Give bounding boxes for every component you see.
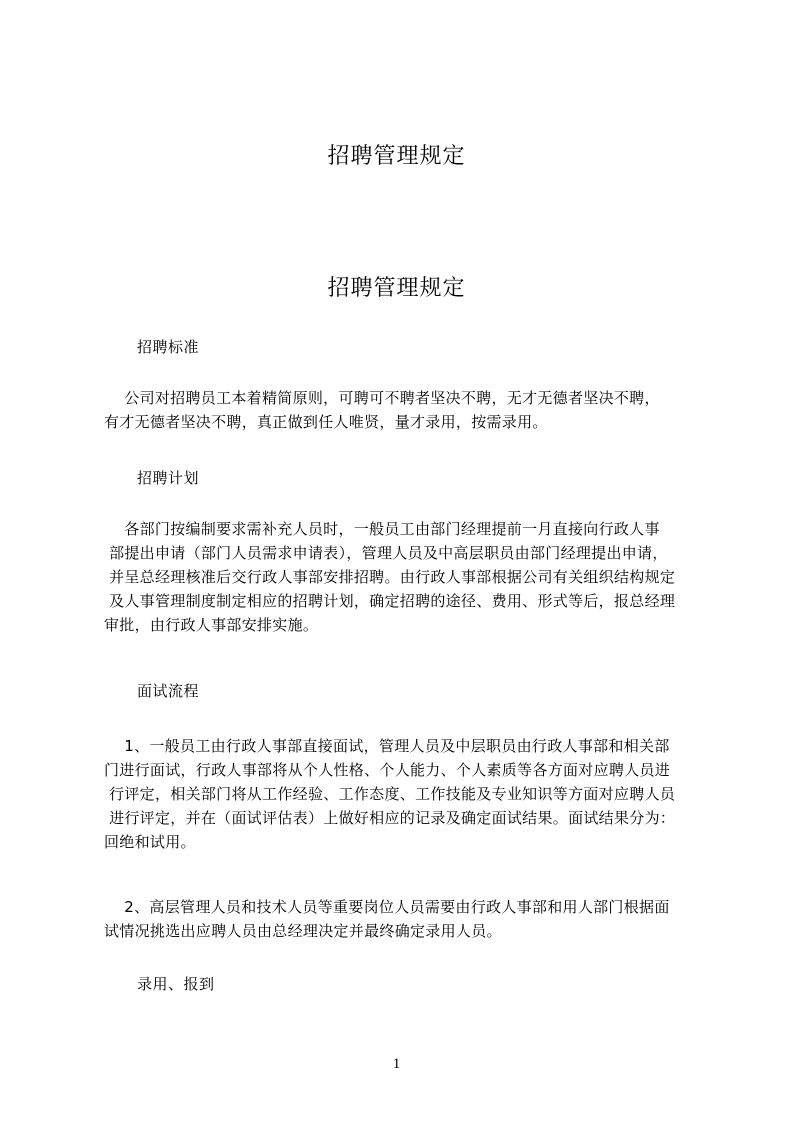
paragraph-line: 审批，由行政人事部安排实施。 bbox=[104, 616, 319, 634]
paragraph-line: 有才无德者坚决不聘，真正做到任人唯贤，量才录用，按需录用。 bbox=[104, 413, 548, 431]
section-title: 招聘管理规定 bbox=[327, 276, 466, 301]
paragraph-line: 公司对招聘员工本着精简原则，可聘可不聘者坚决不聘，无才无德者坚决不聘， bbox=[104, 389, 660, 407]
paragraph-line: 及人事管理制度制定相应的招聘计划，确定招聘的途径、费用、形式等后，报总经理 bbox=[104, 592, 676, 610]
paragraph-line: 行评定，相关部门将从工作经验、工作态度、工作技能及专业知识等方面对应聘人员 bbox=[104, 785, 676, 803]
page-number: 1 bbox=[392, 1056, 401, 1072]
heading-interview-process: 面试流程 bbox=[137, 682, 200, 700]
paragraph-interview-step-2 bbox=[104, 895, 704, 943]
document-title: 招聘管理规定 bbox=[327, 144, 466, 169]
paragraph-line: 进行评定，并在（面试评估表）上做好相应的记录及确定面试结果。面试结果分为： bbox=[104, 809, 676, 827]
paragraph-line: 试情况挑选出应聘人员由总经理决定并最终确定录用人员。 bbox=[104, 922, 502, 940]
paragraph-line: 各部门按编制要求需补充人员时，一般员工由部门经理提前一月直接向行政人事 bbox=[104, 520, 660, 538]
paragraph-line: 1、一般员工由行政人事部直接面试，管理人员及中层职员由行政人事部和相关部 bbox=[104, 737, 670, 755]
paragraph-line: 部提出申请（部门人员需求申请表），管理人员及中高层职员由部门经理提出申请， bbox=[104, 544, 668, 562]
heading-hiring-onboarding: 录用、报到 bbox=[137, 975, 215, 993]
paragraph-recruitment-plan bbox=[104, 517, 704, 637]
paragraph-line: 并呈总经理核准后交行政人事部安排招聘。由行政人事部根据公司有关组织结构规定 bbox=[104, 568, 676, 586]
paragraph-interview-step-1 bbox=[104, 734, 704, 854]
paragraph-line: 回绝和试用。 bbox=[104, 833, 196, 851]
paragraph-line: 门进行面试，行政人事部将从个人性格、个人能力、个人素质等各方面对应聘人员进 bbox=[104, 761, 671, 779]
paragraph-recruitment-standard bbox=[104, 386, 704, 434]
heading-recruitment-plan: 招聘计划 bbox=[137, 469, 200, 487]
heading-recruitment-standard: 招聘标准 bbox=[137, 338, 200, 356]
paragraph-line: 2、高层管理人员和技术人员等重要岗位人员需要由行政人事部和用人部门根据面 bbox=[104, 898, 670, 916]
